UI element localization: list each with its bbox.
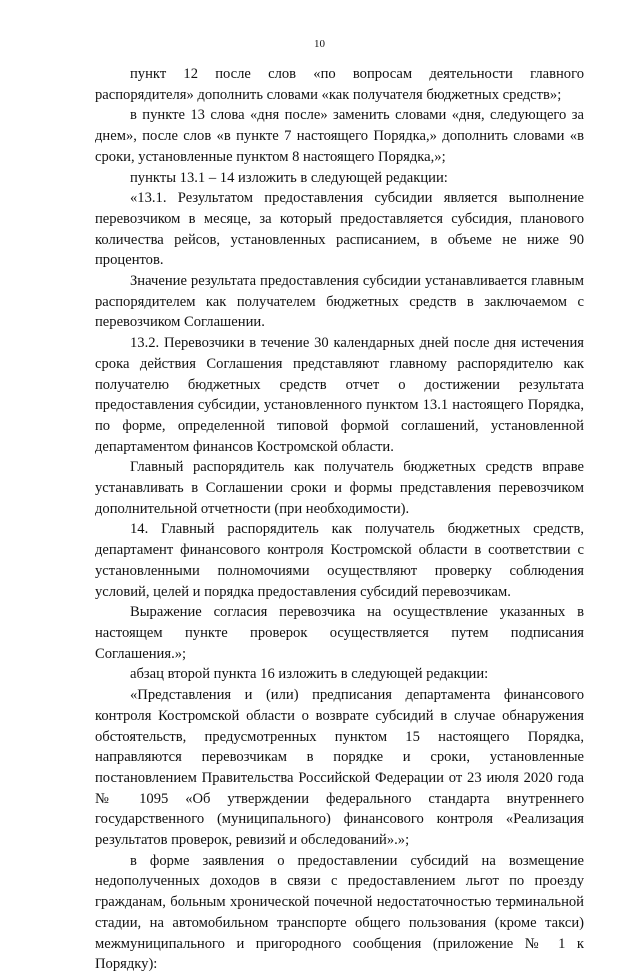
paragraph: Значение результата предоставления субсидии устанавливается главным распорядителем как получателем бюджетных средств в заключаемом с перевозчиком Соглашении. <box>95 273 584 331</box>
paragraph: пункт 12 после слов «по вопросам деятельности главного распорядителя» дополнить словами «как получателя бюджетных средств»; <box>95 66 584 103</box>
paragraph: в пункте 13 слова «дня после» заменить словами «дня, следующего за днем», после слов «в пункте 7 настоящего Порядка,» дополнить словами «в сроки, установленные пунктом 8 настоящего Порядка,»; <box>95 107 584 165</box>
paragraph: «Представления и (или) предписания департамента финансового контроля Костромской области о возврате субсидий в случае обнаружения обстоятельств, предусмотренных пунктом 15 настоящего Порядка, направляются перевозчикам в порядке и сроки, установленные постановлением Правительства Российской Федерации от 23 июля 2020 года № 1095 «Об утверждении федерального стандарта внутреннего государственного (муниципального) финансового контроля «Реализация результатов проверок, ревизий и обследований».»; <box>95 687 584 849</box>
paragraph: Выражение согласия перевозчика на осуществление указанных в настоящем пункте проверок осуществляется путем подписания Соглашения.»; <box>95 604 584 662</box>
paragraph: абзац второй пункта 16 изложить в следующей редакции: <box>130 666 489 683</box>
paragraph: пункты 13.1 – 14 изложить в следующей редакции: <box>130 169 448 186</box>
paragraph: Главный распорядитель как получатель бюджетных средств вправе устанавливать в Соглашении сроки и формы представления перевозчиком дополнительной отчетности (при необходимости). <box>95 459 584 517</box>
document-body <box>95 64 584 975</box>
paragraph: в форме заявления о предоставлении субсидий на возмещение недополученных доходов в связи с предоставлением льгот по проезду гражданам, больным хронической почечной недостаточностью терминальной стадии, на автомобильном транспорте общего пользования (кроме такси) межмуниципального и пригородного сообщения (приложение № 1 к Порядку): <box>95 852 584 973</box>
paragraph: 13.2. Перевозчики в течение 30 календарных дней после дня истечения срока действия Соглашения представляют главному распорядителю как получателю бюджетных средств отчет о достижении результата предоставления субсидии, установленного пунктом 13.1 настоящего Порядка, по форме, определенной типовой формой соглашений, установленной департаментом финансов Костромской области. <box>95 335 584 455</box>
page-number: 10 <box>314 38 325 50</box>
paragraph: 14. Главный распорядитель как получатель бюджетных средств, департамент финансового контроля Костромской области в соответствии с установленными полномочиями осуществляют проверку соблюдения условий, целей и порядка предоставления субсидий перевозчикам. <box>95 521 584 600</box>
paragraph: «13.1. Результатом предоставления субсидии является выполнение перевозчиком в месяце, за который предоставляется субсидия, планового количества рейсов, установленных расписанием, в объеме не ниже 90 процентов. <box>95 190 584 269</box>
